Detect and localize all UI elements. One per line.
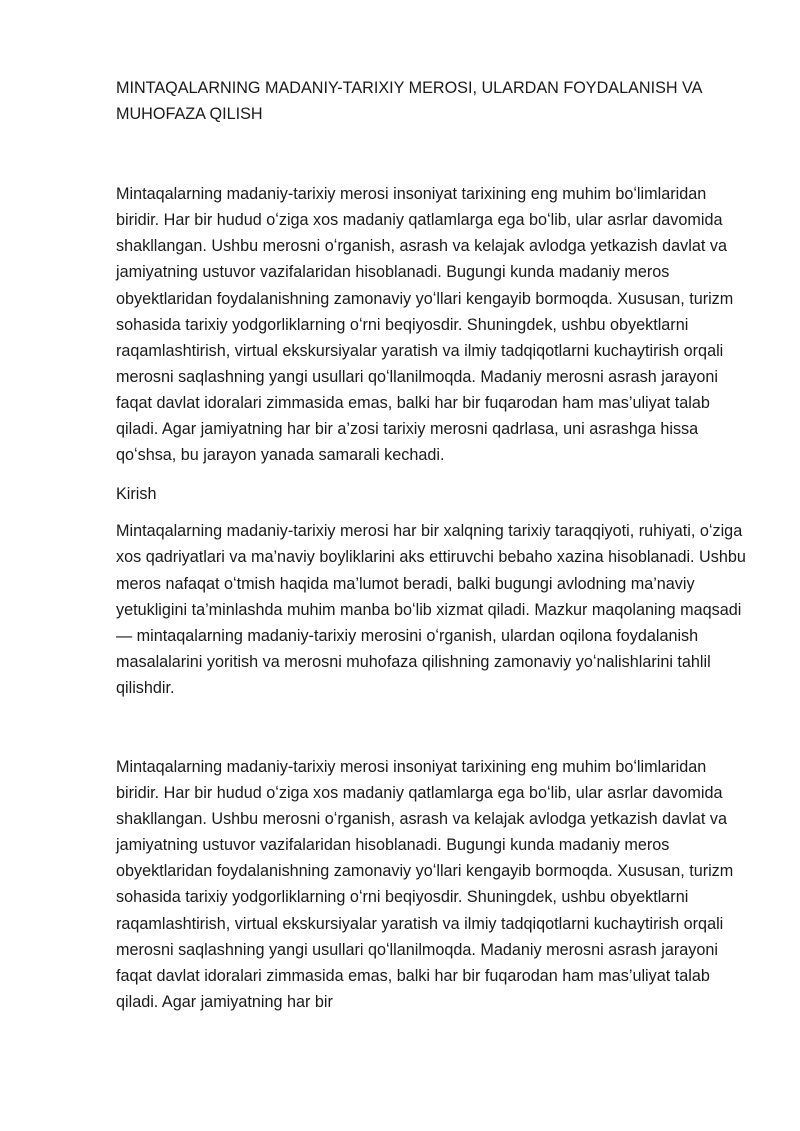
document-body <box>116 75 748 1015</box>
section-heading-kirish: Kirish <box>116 485 157 504</box>
document-title: MINTAQALARNING MADANIY-TARIXIY MEROSI, ULARDAN FOYDALANISH VA MUHOFAZA QILISH <box>116 79 702 124</box>
paragraph-kirish: Mintaqalarning madaniy-tarixiy merosi har bir xalqning tarixiy taraqqiyoti, ruhiyati, oʻziga xos qadriyatlari va ma’naviy boyliklarini aks ettiruvchi bebaho xazina hisoblanadi. Ushbu meros nafaqat oʻtmish haqida ma’lumot beradi, balki bugungi avlodning ma’naviy yetukligini ta’minlashda muhim manba boʻlib xizmat qiladi. Mazkur maqolaning maqsadi — mintaqalarning madaniy-tarixiy merosini oʻrganish, ulardan oqilona foydalanish masalalarini yoritish va merosni muhofaza qilishning zamonaviy yoʻnalishlarini tahlil qilishdir. <box>116 522 746 697</box>
paragraph-repeat: Mintaqalarning madaniy-tarixiy merosi insoniyat tarixining eng muhim boʻlimlaridan biridir. Har bir hudud oʻziga xos madaniy qatlamlarga ega boʻlib, ular asrlar davomida shakllangan. Ushbu merosni oʻrganish, asrash va kelajak avlodga yetkazish davlat va jamiyatning ustuvor vazifalaridan hisoblanadi. Bugungi kunda madaniy meros obyektlaridan foydalanishning zamonaviy yoʻllari kengayib bormoqda. Xususan, turizm sohasida tarixiy yodgorliklarning oʻrni beqiyosdir. Shuningdek, ushbu obyektlarni raqamlashtirish, virtual ekskursiyalar yaratish va ilmiy tadqiqotlarni kuchaytirish orqali merosni saqlashning yangi usullari qoʻllanilmoqda. Madaniy merosni asrash jarayoni faqat davlat idoralari zimmasida emas, balki har bir fuqarodan ham mas’uliyat talab qiladi. Agar jamiyatning har bir <box>116 757 734 1011</box>
paragraph-intro-1: Mintaqalarning madaniy-tarixiy merosi insoniyat tarixining eng muhim boʻlimlaridan biridir. Har bir hudud oʻziga xos madaniy qatlamlarga ega boʻlib, ular asrlar davomida shakllangan. Ushbu merosni oʻrganish, asrash va kelajak avlodga yetkazish davlat va jamiyatning ustuvor vazifalaridan hisoblanadi. Bugungi kunda madaniy meros obyektlaridan foydalanishning zamonaviy yoʻllari kengayib bormoqda. Xususan, turizm sohasida tarixiy yodgorliklarning oʻrni beqiyosdir. Shuningdek, ushbu obyektlarni raqamlashtirish, virtual ekskursiyalar yaratish va ilmiy tadqiqotlarni kuchaytirish orqali merosni saqlashning yangi usullari qoʻllanilmoqda. Madaniy merosni asrash jarayoni faqat davlat idoralari zimmasida emas, balki har bir fuqarodan ham mas’uliyat talab qiladi. Agar jamiyatning har bir a’zosi tarixiy merosni qadrlasa, uni asrashga hissa qoʻshsa, bu jarayon yanada samarali kechadi. <box>116 185 734 465</box>
